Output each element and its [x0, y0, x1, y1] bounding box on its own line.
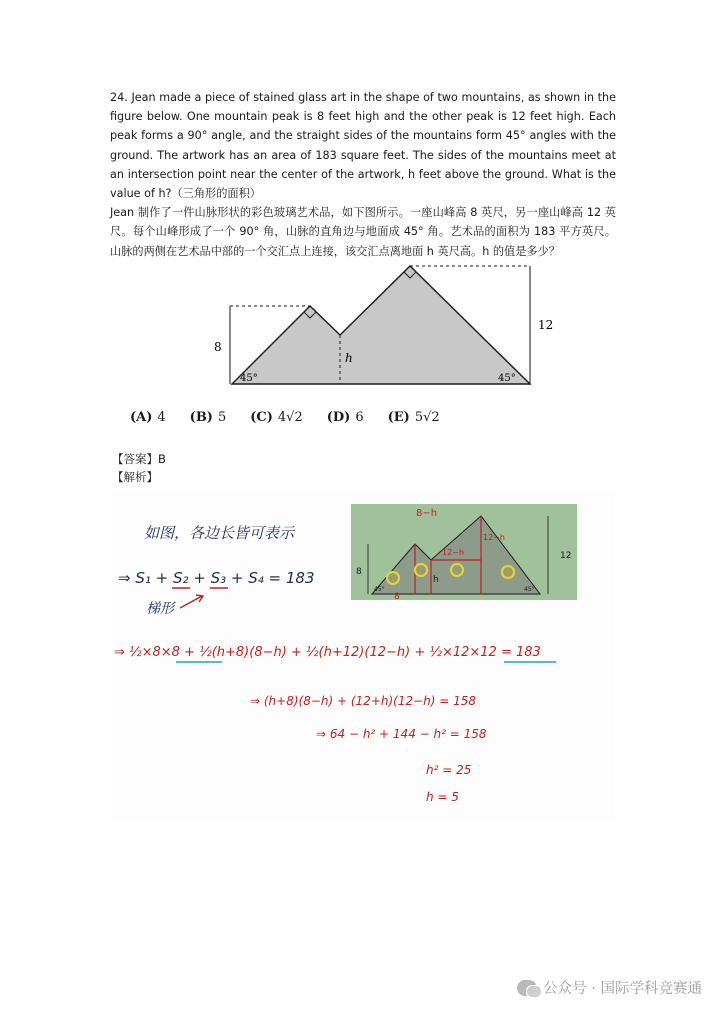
- problem-number: 24.: [110, 91, 128, 104]
- watermark: [517, 977, 702, 998]
- photo-top-label: 8−h: [416, 508, 438, 519]
- arrow-icon: [180, 595, 203, 608]
- answer-choices: [130, 410, 530, 425]
- mountain-figure: [200, 262, 580, 392]
- watermark-text: 公众号 · 国际学科竞赛通: [543, 981, 702, 997]
- right-height-label: 12: [538, 318, 554, 332]
- photo-h-label: h: [433, 575, 439, 585]
- photo-right-label: 12: [560, 551, 572, 561]
- hw-sum-eq: ⇒ S₁ + S₂ + S₃ + S₄ = 183: [118, 569, 315, 587]
- photo-region-4-label: 4: [505, 568, 511, 577]
- hw-line-1: ⇒ ½×8×8 + ½(h+8)(8−h) + ½(h+12)(12−h) + ½×12×12 = 183: [114, 645, 541, 660]
- hw-line-4: h² = 25: [426, 763, 472, 777]
- photo-region-3-label: 3: [454, 566, 460, 575]
- hw-intro: 如图，各边长皆可表示: [144, 524, 295, 542]
- choice-a: (A) 4: [130, 410, 166, 425]
- photo-left-label: 8: [356, 567, 362, 577]
- right-angle-label: 45°: [498, 373, 516, 384]
- hw-line-2: ⇒ (h+8)(8−h) + (12+h)(12−h) = 158: [250, 694, 477, 708]
- photo-angle-right: 45°: [524, 586, 535, 593]
- photo-region-2-label: 2: [418, 566, 424, 575]
- hw-line-3: ⇒ 64 − h² + 144 − h² = 158: [316, 727, 487, 741]
- analysis-label: 【解析】: [112, 470, 158, 484]
- left-angle-label: 45°: [240, 373, 258, 384]
- wechat-icon: [517, 980, 537, 996]
- answer-value: B: [158, 452, 166, 466]
- hw-trapezoid-note: 梯形: [146, 601, 174, 617]
- h-label: h: [345, 351, 353, 365]
- answer-line: [112, 451, 166, 467]
- photo-bottom-label: 8: [394, 592, 400, 602]
- handwritten-solution: [110, 492, 615, 820]
- left-height-label: 8: [214, 340, 222, 354]
- mountain-shape: [232, 266, 530, 384]
- photo-angle-left: 45°: [374, 586, 385, 593]
- photo-mid-left-label: 12−h: [442, 548, 464, 557]
- problem-chinese: Jean 制作了一件山脉形状的彩色玻璃艺术品，如下图所示。一座山峰高 8 英尺，另一座山峰高 12 英尺。每个山峰形成了一个 90° 角，山脉的直角边与地面成 45° 角。艺术品的面积为 183 平方英尺。山脉的两侧在艺术品中部的一个交汇点上连接，该交汇点离地面 h 英尺高。h 的值是多少？: [110, 206, 616, 258]
- problem-statement: [110, 88, 616, 261]
- problem-english-text: Jean made a piece of stained glass art in the shape of two mountains, as shown in the figure below. One mountain peak is 8 feet high and the other peak is 12 feet high. Each peak forms a 90° angle, and the straight sides of the mountains form 45° angles with the ground. The artwork has an area of 183 square feet. The sides of the mountains meet at an intersection point near the center of the artwork, h feet above the ground. What is the value of h?（三角形的面积）: [110, 91, 617, 201]
- annotated-figure-photo: [351, 504, 577, 602]
- hw-line-5: h = 5: [426, 790, 459, 804]
- choice-c: (C) 4√2: [250, 410, 303, 425]
- photo-mid-right-label: 12−h: [483, 533, 505, 542]
- choice-e: (E) 5√2: [387, 410, 440, 425]
- answer-label: 【答案】: [112, 452, 158, 466]
- choice-b: (B) 5: [189, 410, 227, 425]
- choice-d: (D) 6: [326, 410, 364, 425]
- problem-english: [110, 88, 616, 203]
- photo-region-1-label: 1: [390, 574, 396, 583]
